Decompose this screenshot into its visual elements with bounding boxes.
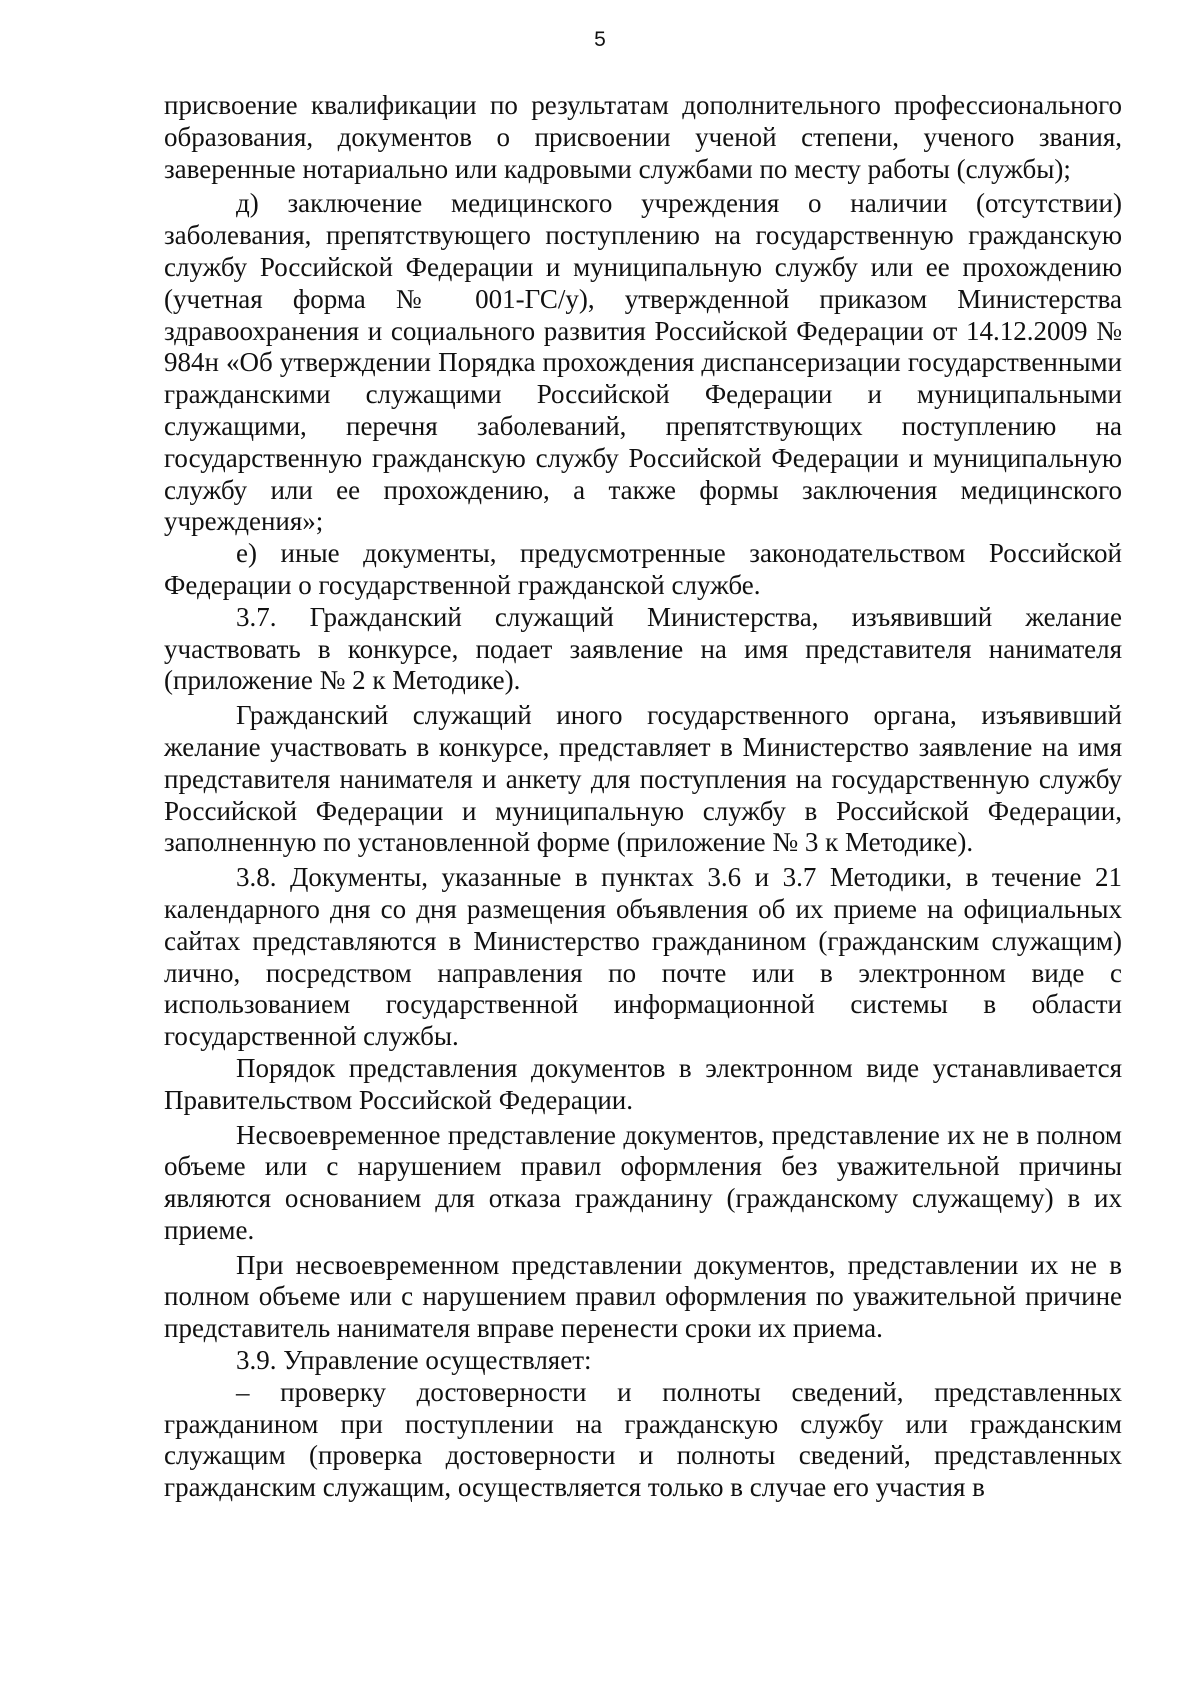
- document-body: [164, 90, 1122, 1504]
- paragraph-late-submission-refusal: Несвоевременное представление документов, представление их не в полном объеме или с нарушением правил оформления без уважительной причины являются основанием для отказа гражданину (гражданскому служащему) в их приеме.: [164, 1119, 1122, 1245]
- paragraph-item-e-other-documents: е) иные документы, предусмотренные законодательством Российской Федерации о государственной гражданской службе.: [164, 538, 1122, 600]
- paragraph-item-d-medical-conclusion: д) заключение медицинского учреждения о наличии (отсутствии) заболевания, препятствующего поступлению на государственную гражданскую службу Российской Федерации и муниципальную службу или ее прохождению (учетная форма № 001-ГС/у), утвержденной приказом Министерства здравоохранения и социального развития Российской Федерации от 14.12.2009 № 984н «Об утверждении Порядка прохождения диспансеризации государственными гражданскими служащими Российской Федерации и муниципальными служащими, перечня заболеваний, препятствующих поступлению на государственную гражданскую службу Российской Федерации и муниципальную службу или ее прохождению, а также формы заключения медицинского учреждения»;: [164, 188, 1122, 537]
- paragraph-3-7-ministry-employee: 3.7. Гражданский служащий Министерства, изъявивший желание участвовать в конкурсе, подает заявление на имя представителя нанимателя (приложение № 2 к Методике).: [164, 601, 1122, 696]
- paragraph-other-agency-employee: Гражданский служащий иного государственного органа, изъявивший желание участвовать в конкурсе, представляет в Министерство заявление на имя представителя нанимателя и анкету для поступления на государственную службу Российской Федерации и муниципальную службу в Российской Федерации, заполненную по установленной форме (приложение № 3 к Методике).: [164, 700, 1122, 858]
- paragraph-qualification-docs-continued: присвоение квалификации по результатам дополнительного профессионального образования, документов о присвоении ученой степени, ученого звания, заверенные нотариально или кадровыми службами по месту работы (службы);: [164, 90, 1122, 184]
- paragraph-3-9-department-duties: 3.9. Управление осуществляет:: [236, 1345, 592, 1376]
- paragraph-verification-of-information: – проверку достоверности и полноты сведений, представленных гражданином при поступлении на гражданскую службу или гражданским служащим (проверка достоверности и полноты сведений, представленных гражданским служащим, осуществляется только в случае его участия в: [164, 1376, 1122, 1503]
- paragraph-electronic-submission-order: Порядок представления документов в электронном виде устанавливается Правительством Российской Федерации.: [164, 1052, 1122, 1115]
- paragraph-3-8-document-submission: 3.8. Документы, указанные в пунктах 3.6 и 3.7 Методики, в течение 21 календарного дня со дня размещения объявления об их приеме на официальных сайтах представляются в Министерство гражданином (гражданским служащим) лично, посредством направления по почте или в электронном виде с использованием государственной информационной системы в области государственной службы.: [164, 862, 1122, 1052]
- page-number: 5: [594, 28, 606, 51]
- paragraph-late-submission-valid-reason: При несвоевременном представлении документов, представлении их не в полном объеме или с нарушением правил оформления по уважительной причине представитель нанимателя вправе перенести сроки их приема.: [164, 1249, 1122, 1344]
